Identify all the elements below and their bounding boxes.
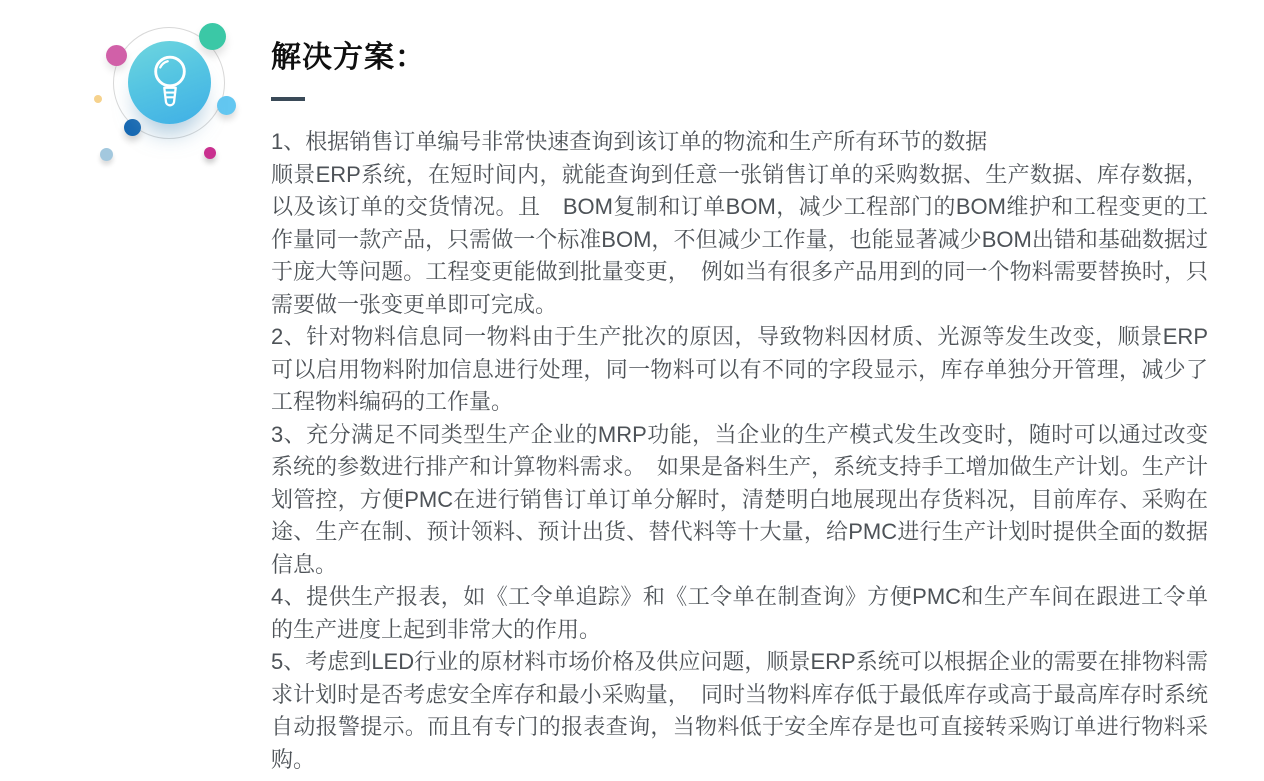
- idea-icon-cluster: [0, 0, 260, 195]
- page-title: 解决方案：: [271, 41, 426, 74]
- decor-dot-steel: [100, 148, 113, 161]
- solution-paragraph-5: 5、考虑到LED行业的原材料市场价格及供应问题，顺景ERP系统可以根据企业的需要在排物料需求计划时是否考虑安全库存和最小采购量， 同时当物料库存低于最低库存或高于最高库存时系统自动报警提示。而且有专门的报表查询，当物料低于安全库存是也可直接转采购订单进行物料采购。: [271, 649, 1208, 772]
- solution-paragraph-1-body: 顺景ERP系统，在短时间内，就能查询到任意一张销售订单的采购数据、生产数据、库存数据，以及该订单的交货情况。且 BOM复制和订单BOM，减少工程部门的BOM维护和工程变更的工作量同一款产品，只需做一个标准BOM，不但减少工作量，也能显著减少BOM出错和基础数据过于庞大等问题。工程变更能做到批量变更， 例如当有很多产品用到的同一个物料需要替换时，只需要做一张变更单即可完成。: [271, 161, 1208, 317]
- solution-paragraph-2: 2、针对物料信息同一物料由于生产批次的原因，导致物料因材质、光源等发生改变，顺景ERP可以启用物料附加信息进行处理，同一物料可以有不同的字段显示，库存单独分开管理，减少了工程物料编码的工作量。: [271, 324, 1208, 414]
- lightbulb-icon: [149, 55, 191, 111]
- decor-dot-pink: [106, 45, 127, 66]
- decor-dot-teal: [199, 23, 226, 50]
- decor-dot-blue: [124, 119, 141, 136]
- solution-paragraph-1-heading: 1、根据销售订单编号非常快速查询到该订单的物流和生产所有环节的数据: [271, 129, 988, 154]
- decor-dot-magenta: [204, 147, 216, 159]
- decor-dot-skyblue: [217, 96, 236, 115]
- solution-text: [271, 126, 1208, 776]
- solution-paragraph-3: 3、充分满足不同类型生产企业的MRP功能，当企业的生产模式发生改变时，随时可以通过改变系统的参数进行排产和计算物料需求。 如果是备料生产，系统支持手工增加做生产计划。生产计划管控，方便PMC在进行销售订单订单分解时，清楚明白地展现出存货料况，目前库存、采购在途、生产在制、预计领料、预计出货、替代料等十大量，给PMC进行生产计划时提供全面的数据信息。: [271, 421, 1208, 577]
- decor-dot-yellow: [94, 95, 102, 103]
- solution-paragraph-4: 4、提供生产报表，如《工令单追踪》和《工令单在制查询》方便PMC和生产车间在跟进工令单的生产进度上起到非常大的作用。: [271, 584, 1208, 642]
- idea-circle: [128, 41, 211, 124]
- title-dash: [271, 97, 305, 101]
- solution-section: [271, 40, 1208, 776]
